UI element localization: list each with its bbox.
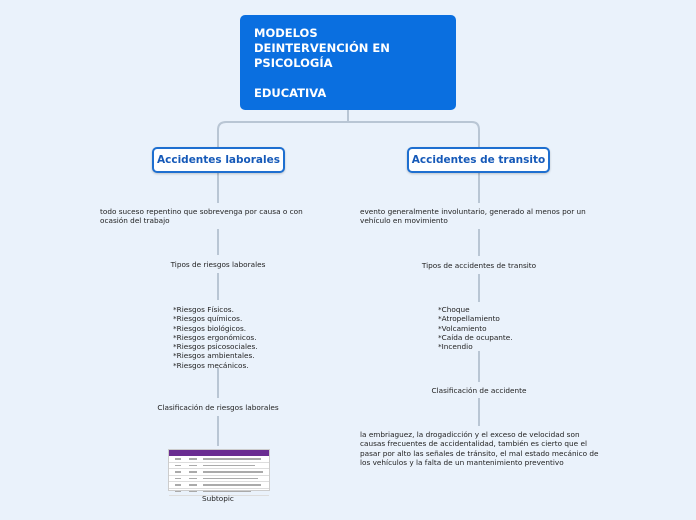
central-title: MODELOS DEINTERVENCIÓN EN PSICOLOGÍA: [254, 26, 390, 70]
thumbnail-row: [169, 482, 269, 489]
central-topic[interactable]: [240, 15, 456, 110]
connector-central-to-branches: [218, 110, 479, 147]
node-accidentes-laborales-label: Accidentes laborales: [157, 154, 280, 166]
transito-definition[interactable]: evento generalmente involuntario, generado al menos por un vehículo en movimiento: [360, 207, 586, 226]
laborales-types-list[interactable]: *Riesgos Físicos. *Riesgos químicos. *Riesgos biológicos. *Riesgos ergonómicos. *Riesgos psicosociales. *Riesgos ambientales. *Riesgos mecánicos.: [173, 305, 258, 370]
transito-causes[interactable]: la embriaguez, la drogadicción y el exceso de velocidad son causas frecuentes de accidentalidad, también es cierto que el pasar por alto las señales de tránsito, el mal estado mecánico de los vehículos y la falta de un mantenimiento preventivo: [360, 430, 599, 467]
transito-classification-label[interactable]: Clasificación de accidente: [431, 386, 527, 395]
central-subtitle: EDUCATIVA: [254, 86, 327, 100]
thumbnail-row: [169, 469, 269, 476]
transito-types-list[interactable]: *Choque *Atropellamiento *Volcamiento *Caída de ocupante. *Incendio: [438, 305, 513, 352]
thumbnail-row: [169, 456, 269, 463]
transito-types-label[interactable]: Tipos de accidentes de transito: [421, 261, 537, 270]
node-accidentes-transito-label: Accidentes de transito: [411, 154, 546, 166]
laborales-classification-label[interactable]: Clasificación de riesgos laborales: [157, 403, 279, 412]
thumbnail-row: [169, 463, 269, 470]
thumbnail-row: [169, 476, 269, 483]
laborales-definition[interactable]: todo suceso repentino que sobrevenga por causa o con ocasión del trabajo: [100, 207, 303, 226]
classification-table-thumbnail[interactable]: [168, 449, 270, 491]
node-accidentes-transito[interactable]: [407, 147, 550, 173]
laborales-types-label[interactable]: Tipos de riesgos laborales: [170, 260, 266, 269]
node-accidentes-laborales[interactable]: [152, 147, 285, 173]
laborales-subtopic-label[interactable]: Subtopic: [202, 494, 234, 503]
